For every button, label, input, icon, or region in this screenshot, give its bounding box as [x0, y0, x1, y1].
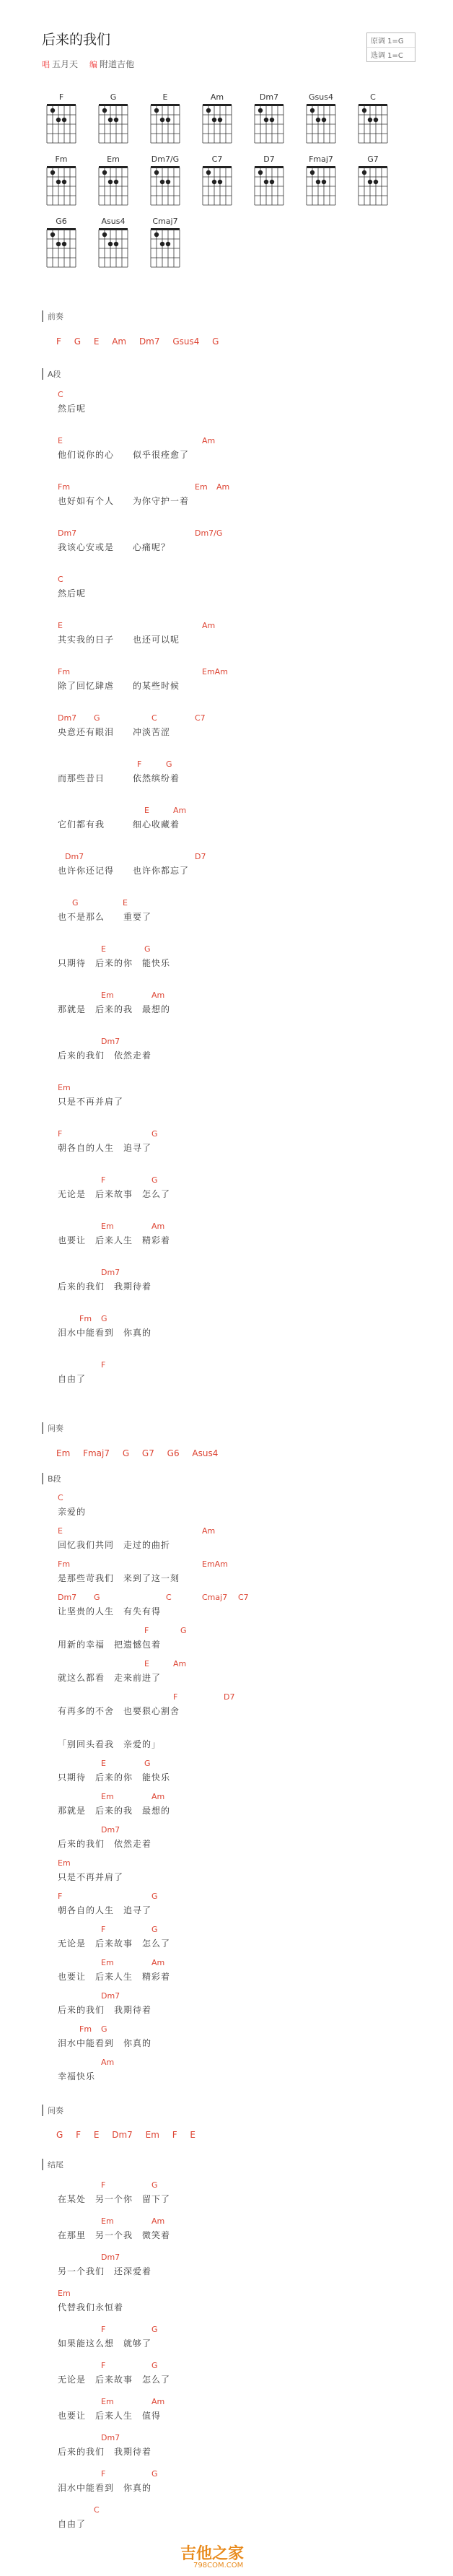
selected-key: 选调 1=C [371, 52, 403, 60]
lyric-text: 那就是 后来的我 最想的 [58, 1806, 171, 1816]
lyric-line [58, 1692, 433, 1723]
fretboard-icon [40, 103, 82, 144]
chord-label: E [58, 1526, 63, 1536]
chord-diagram [144, 92, 186, 144]
chord-label: E [144, 1659, 149, 1668]
lyric-text: 如果能这么想 就够了 [58, 2338, 152, 2349]
chord-label: F [101, 1925, 106, 1934]
chord-label: G [151, 1892, 158, 1901]
lyric-line [58, 1825, 433, 1855]
chord-label: G [151, 1925, 158, 1934]
lyric-text: 自由了 [58, 1374, 87, 1384]
lyric-text: 其实我的日子 也还可以呢 [58, 635, 180, 645]
lyric-line [58, 2361, 433, 2391]
lyric-text: 也好如有个人 为你守护一着 [58, 496, 190, 506]
lyric-line [58, 944, 433, 975]
lyric-text: 他们说你的心 似乎很痊愈了 [58, 450, 190, 460]
lyric-text: 也要让 后来人生 精彩着 [58, 1235, 171, 1245]
lyric-text: 让坚贵的人生 有失有得 [58, 1606, 162, 1616]
lyric-text: 也不是那么 重要了 [58, 912, 152, 922]
chord-label: F [58, 1892, 63, 1901]
chord-label: Am [202, 1526, 216, 1536]
chord-name: G6 [56, 217, 67, 226]
lyric-text: 在那里 另一个我 微笑着 [58, 2230, 171, 2240]
lyric-line [58, 390, 433, 420]
lyric-text: 那就是 后来的我 最想的 [58, 1004, 171, 1014]
lyric-text: 只期待 后来的你 能快乐 [58, 958, 171, 968]
section-interlude: 间奏 [42, 1422, 63, 1434]
chord-label: Am [151, 2397, 165, 2406]
lyric-line [58, 1593, 433, 1623]
lyric-text: 只是不再并肩了 [58, 1097, 124, 1107]
chord-label: Am [216, 482, 230, 492]
chord-label: F [101, 2180, 106, 2190]
chord-diagram [196, 155, 238, 206]
lyric-line [58, 621, 433, 651]
section-b: B段 [42, 1473, 61, 1484]
lyric-text: 它们都有我 细心收藏着 [58, 819, 180, 830]
chord-diagram [196, 92, 238, 144]
lyric-line [58, 898, 433, 928]
lyric-text: 朝各自的人生 追寻了 [58, 1143, 152, 1153]
chord-label: F [173, 1692, 178, 1702]
chord-label: C7 [195, 713, 206, 723]
section-interlude2: 间奏 [42, 2105, 63, 2116]
lyric-text: 幸福快乐 [58, 2071, 96, 2081]
chord-label: Am [173, 1659, 187, 1668]
chord-label: E [101, 944, 106, 954]
artist[interactable]: 唱 五月天 [42, 59, 79, 69]
lyric-text: 朝各自的人生 追寻了 [58, 1905, 152, 1915]
lyric-line [58, 1559, 433, 1590]
chord-label: E [101, 1759, 106, 1768]
lyric-line [58, 1268, 433, 1298]
lyric-line [58, 1083, 433, 1113]
lyric-text: 后来的我们 我期待着 [58, 2005, 152, 2015]
chord-name: Asus4 [101, 217, 126, 226]
lyric-line [58, 1626, 433, 1656]
chord-diagram [92, 155, 134, 206]
chord-label: Am [151, 991, 165, 1000]
chord-label: G [94, 713, 100, 723]
lyric-line [58, 991, 433, 1021]
lyric-line [58, 482, 433, 513]
chord-label: G [151, 1129, 158, 1139]
lyric-line [58, 760, 433, 790]
chord-label: EmAm [202, 667, 228, 676]
singer-icon: 唱 [42, 60, 50, 69]
lyric-line [58, 2397, 433, 2427]
lyric-line [58, 1175, 433, 1206]
fretboard-icon [40, 227, 82, 269]
chord-label: Dm7 [58, 713, 77, 723]
lyric-line [58, 2289, 433, 2319]
chord-name: Fmaj7 [309, 155, 333, 164]
chord-label: Fm [58, 667, 71, 676]
chord-diagram [144, 217, 186, 269]
fretboard-icon [144, 103, 186, 144]
lyric-line [58, 1659, 433, 1689]
lyric-text: 就这么都看 走来前进了 [58, 1673, 162, 1683]
chord-label: Em [101, 1958, 114, 1967]
chord-diagram [352, 92, 394, 144]
chord-label: Em [101, 2216, 114, 2226]
chord-name: G [110, 92, 117, 102]
chord-name: C [370, 92, 376, 102]
chord-label: F [58, 1129, 63, 1139]
lyric-text: 亲爱的 [58, 1507, 87, 1517]
chord-label: Em [195, 482, 208, 492]
chord-label: Fm [58, 1559, 71, 1569]
fretboard-icon [248, 103, 290, 144]
fretboard-icon [300, 103, 342, 144]
chord-name: Dm7/G [151, 155, 180, 164]
fretboard-icon [196, 103, 238, 144]
chord-label: Dm7 [58, 528, 77, 538]
chord-label: Fm [58, 482, 71, 492]
chord-label: G [151, 2325, 158, 2334]
fretboard-icon [352, 103, 394, 144]
chord-label: G [151, 2361, 158, 2370]
lyric-text: 而那些昔日 依然缤纷着 [58, 773, 180, 783]
chord-label: Am [202, 621, 216, 630]
chord-label: Dm7/G [195, 528, 223, 538]
chord-diagram [144, 155, 186, 206]
chord-label: C [58, 390, 63, 399]
lyric-line [58, 2058, 433, 2088]
lyric-text: 也要让 后来人生 值得 [58, 2411, 162, 2421]
chord-label: Fm [79, 1314, 92, 1323]
lyric-text: 在某处 另一个你 留下了 [58, 2194, 171, 2204]
lyric-text: 「别回头看我 亲爱的」 [58, 1739, 162, 1749]
lyric-line [58, 1526, 433, 1557]
lyric-line [58, 1858, 433, 1889]
chord-label: Em [101, 1792, 114, 1801]
chord-label: Am [151, 1792, 165, 1801]
lyric-text: 然后呢 [58, 588, 87, 599]
chord-label: Am [151, 1958, 165, 1967]
chord-label: Am [151, 2216, 165, 2226]
chord-label: Em [58, 1858, 71, 1868]
chord-diagram [248, 155, 290, 206]
chord-name: Gsus4 [309, 92, 333, 102]
chord-label: G [166, 760, 172, 769]
lyric-line [58, 1792, 433, 1822]
lyric-line [58, 1991, 433, 2022]
fretboard-icon [352, 165, 394, 206]
chord-label: Dm7 [101, 2253, 120, 2262]
chord-label: F [144, 1626, 149, 1635]
prelude-progression: F G E Am Dm7 Gsus4 G [56, 336, 219, 347]
lyric-text: 另一个我们 还深爱着 [58, 2266, 152, 2276]
lyric-text: 只期待 后来的你 能快乐 [58, 1772, 171, 1783]
lyric-text: 代替我们永恒着 [58, 2302, 124, 2312]
arranger[interactable]: 编 附道吉他 [89, 59, 135, 69]
chord-label: Am [151, 1222, 165, 1231]
arranger-icon: 编 [89, 60, 98, 69]
fretboard-icon [248, 165, 290, 206]
lyric-line [58, 1222, 433, 1252]
lyric-line [58, 528, 433, 559]
chord-name: F [58, 92, 64, 102]
lyric-line [58, 1493, 433, 1523]
lyric-line [58, 1314, 433, 1344]
lyric-text: 回忆我们共同 走过的曲折 [58, 1540, 171, 1550]
chord-label: C [58, 1493, 63, 1502]
chord-label: Fm [79, 2024, 92, 2034]
chord-label: Em [58, 1083, 71, 1092]
chord-label: Dm7 [101, 1991, 120, 2001]
chord-label: G [101, 2024, 107, 2034]
interlude2-progression: G F E Dm7 Em F E [56, 2130, 195, 2140]
chord-label: E [123, 898, 128, 908]
chord-diagram [300, 155, 342, 206]
chord-label: C [94, 2505, 100, 2515]
chord-label: Dm7 [58, 1593, 77, 1602]
lyric-line [58, 1037, 433, 1067]
chord-label: Dm7 [101, 1268, 120, 1277]
lyric-line [58, 2180, 433, 2211]
lyric-text: 除了回忆肆虐 的某些时候 [58, 681, 180, 691]
lyric-text: 泪水中能看到 你真的 [58, 2483, 152, 2493]
section-outro: 结尾 [42, 2159, 63, 2170]
fretboard-icon [300, 165, 342, 206]
lyric-line [58, 713, 433, 744]
chord-label: G [180, 1626, 187, 1635]
chord-diagram [248, 92, 290, 144]
chord-label: G [151, 1175, 158, 1185]
lyric-line [58, 1958, 433, 1988]
chord-name: E [162, 92, 168, 102]
chord-label: G [72, 898, 79, 908]
section-a: A段 [42, 368, 61, 380]
chord-name: Am [210, 92, 224, 102]
lyric-text: 无论是 后来故事 怎么了 [58, 1189, 171, 1199]
chord-diagram [92, 92, 134, 144]
fretboard-icon [144, 165, 186, 206]
chord-diagram [40, 155, 82, 206]
lyric-line [58, 1759, 433, 1789]
chord-label: Dm7 [101, 2433, 120, 2442]
lyric-text: 后来的我们 依然走着 [58, 1050, 152, 1061]
chord-label: Dm7 [101, 1825, 120, 1835]
lyric-text: 后来的我们 我期待着 [58, 1282, 152, 1292]
lyric-line [58, 1925, 433, 1955]
site-url: 798COM.COM [193, 2562, 244, 2570]
lyric-line [58, 2024, 433, 2055]
section-prelude: 前奏 [42, 310, 63, 322]
chord-label: F [101, 2469, 106, 2479]
chord-label: Am [173, 806, 187, 815]
chord-label: Em [101, 1222, 114, 1231]
lyric-line [58, 1892, 433, 1922]
lyric-text: 后来的我们 我期待着 [58, 2447, 152, 2457]
song-meta [42, 58, 134, 70]
lyric-text: 自由了 [58, 2519, 87, 2529]
lyric-line [58, 2505, 433, 2536]
chord-label: G [151, 2180, 158, 2190]
chord-label: C [58, 575, 63, 584]
fretboard-icon [40, 165, 82, 206]
lyric-line [58, 806, 433, 836]
chord-label: C7 [238, 1593, 249, 1602]
chord-diagram [352, 155, 394, 206]
chord-label: G [144, 944, 151, 954]
lyric-text: 泪水中能看到 你真的 [58, 2038, 152, 2048]
chord-name: D7 [263, 155, 275, 164]
chord-label: E [58, 436, 63, 445]
chord-label: E [58, 621, 63, 630]
chord-label: Cmaj7 [202, 1593, 228, 1602]
lyric-text: 用新的幸福 把遗憾包着 [58, 1640, 162, 1650]
chord-label: Em [58, 2289, 71, 2298]
chord-name: C7 [211, 155, 223, 164]
lyric-text: 也许你还记得 也许你都忘了 [58, 866, 190, 876]
chord-label: D7 [224, 1692, 235, 1702]
lyric-text: 泪水中能看到 你真的 [58, 1328, 152, 1338]
chord-label: Dm7 [101, 1037, 120, 1046]
chord-name: Cmaj7 [152, 217, 178, 226]
fretboard-icon [144, 227, 186, 269]
fretboard-icon [92, 227, 134, 269]
chord-diagram [40, 217, 82, 269]
fretboard-icon [92, 103, 134, 144]
chord-label: Em [101, 991, 114, 1000]
lyric-text: 有再多的不舍 也要狠心割舍 [58, 1706, 180, 1716]
lyric-line [58, 1726, 433, 1756]
chord-name: Em [107, 155, 120, 164]
lyric-text: 无论是 后来故事 怎么了 [58, 2375, 171, 2385]
chord-label: F [101, 1175, 106, 1185]
lyric-text: 央意还有眼泪 冲淡苦涩 [58, 727, 171, 737]
lyric-text: 只是不再并肩了 [58, 1872, 124, 1882]
chord-diagram [300, 92, 342, 144]
chord-label: F [137, 760, 142, 769]
lyric-text: 然后呢 [58, 404, 87, 414]
chord-label: D7 [195, 852, 206, 861]
lyric-text: 后来的我们 依然走着 [58, 1839, 152, 1849]
chord-diagram [92, 217, 134, 269]
chord-name: Dm7 [259, 92, 279, 102]
chord-label: F [101, 2325, 106, 2334]
lyric-text: 是那些苛我们 来到了这一刻 [58, 1573, 180, 1583]
chord-label: Am [101, 2058, 115, 2067]
chord-label: EmAm [202, 1559, 228, 1569]
lyric-line [58, 2469, 433, 2499]
chord-label: G [94, 1593, 100, 1602]
song-title: 后来的我们 [42, 32, 111, 48]
lyric-line [58, 1360, 433, 1391]
lyric-line [58, 2325, 433, 2355]
chord-label: G [144, 1759, 151, 1768]
chord-label: C [151, 713, 157, 723]
chord-label: Dm7 [65, 852, 84, 861]
lyric-line [58, 2216, 433, 2247]
interlude-progression: Em Fmaj7 G G7 G6 Asus4 [56, 1448, 219, 1458]
fretboard-icon [196, 165, 238, 206]
chord-name: G7 [367, 155, 379, 164]
chord-label: G [151, 2469, 158, 2479]
lyric-line [58, 2253, 433, 2283]
lyric-text: 无论是 后来故事 怎么了 [58, 1938, 171, 1949]
chord-diagram [40, 92, 82, 144]
site-logo: 吉他之家 [180, 2545, 245, 2563]
chord-label: C [166, 1593, 172, 1602]
chord-label: F [101, 1360, 106, 1370]
lyric-line [58, 1129, 433, 1159]
chord-label: F [101, 2361, 106, 2370]
chord-diagrams [40, 92, 415, 279]
lyric-line [58, 575, 433, 605]
chord-label: Em [101, 2397, 114, 2406]
chord-label: G [101, 1314, 107, 1323]
fretboard-icon [92, 165, 134, 206]
lyric-line [58, 667, 433, 697]
lyric-text: 也要让 后来人生 精彩着 [58, 1972, 171, 1982]
original-key: 原调 1=G [367, 33, 415, 48]
lyric-line [58, 2433, 433, 2463]
chord-label: Am [202, 436, 216, 445]
key-box [366, 32, 415, 62]
lyric-line [58, 436, 433, 466]
chord-name: Fm [55, 155, 68, 164]
lyric-line [58, 852, 433, 882]
chord-label: E [144, 806, 149, 815]
lyric-text: 我该心安或是 心痛呢？ [58, 542, 171, 552]
